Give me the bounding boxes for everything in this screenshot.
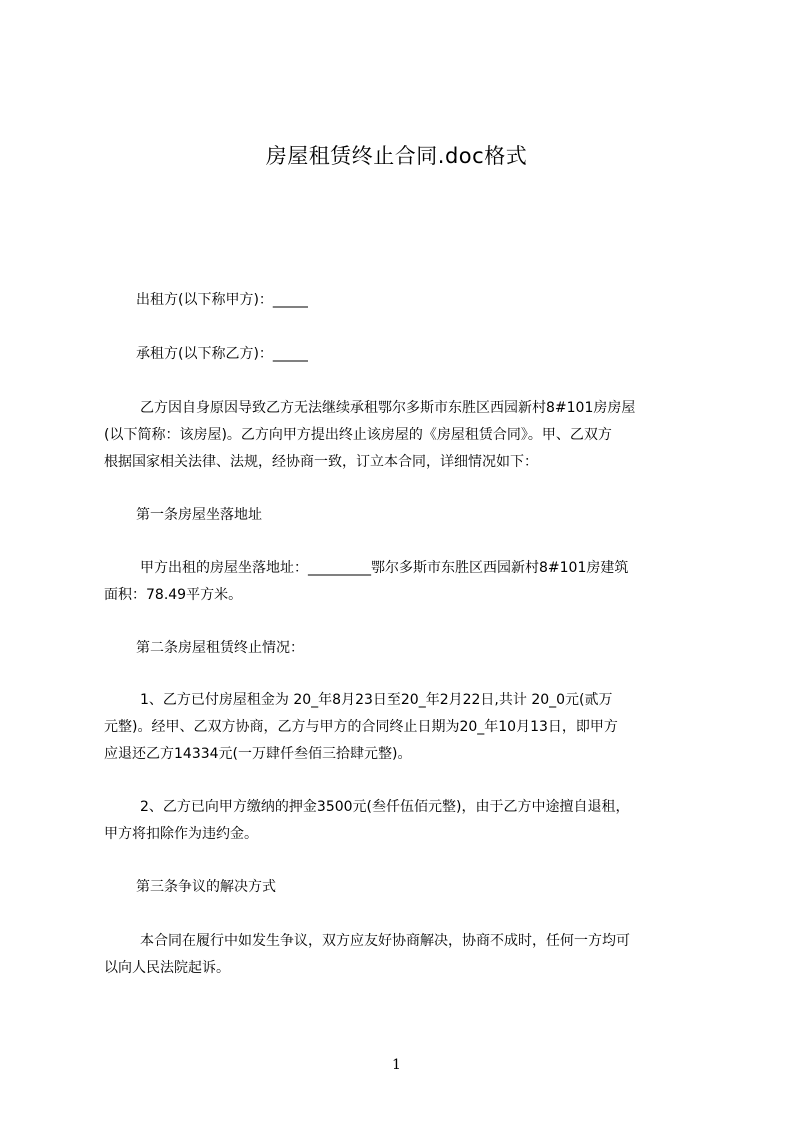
article3-line-2: 以向人民法院起诉。 [104, 960, 230, 976]
lessee-text: 承租方(以下称乙方)：_____ [136, 346, 308, 362]
intro-line-3: 根据国家相关法律、法规，经协商一致，订立本合同，详细情况如下： [104, 454, 538, 470]
article2-item2-line-2: 甲方将扣除作为违约金。 [104, 826, 258, 842]
article3-line-1: 本合同在履行中如发生争议，双方应友好协商解决，协商不成时，任何一方均可 [140, 933, 630, 949]
lessor-line [104, 287, 698, 314]
article1-heading-text: 第一条房屋坐落地址 [136, 507, 262, 523]
intro-line-1: 乙方因自身原因导致乙方无法继续承租鄂尔多斯市东胜区西园新村8#101房房屋 [140, 400, 636, 416]
article2-item2-line-1: 2、乙方已向甲方缴纳的押金3500元(叁仟伍佰元整)，由于乙方中途擅自退租， [140, 799, 630, 815]
lessee-line [104, 341, 698, 368]
article2-item1-line-1: 1、乙方已付房屋租金为 20_年8月23日至20_年2月22日,共计 20_0元(贰万 [140, 692, 613, 708]
article2-item1-line-3: 应退还乙方14334元(一万肆仟叁佰三拾肆元整)。 [104, 746, 412, 762]
article2-heading [104, 635, 698, 662]
article3-heading-text: 第三条争议的解决方式 [136, 879, 276, 895]
intro-line-2: (以下简称：该房屋)。乙方向甲方提出终止该房屋的《房屋租赁合同》。甲、乙双方 [104, 427, 612, 443]
article2-item2 [104, 794, 698, 848]
article2-item1 [104, 687, 698, 768]
page-number: 1 [392, 1057, 401, 1073]
article3-body [104, 928, 698, 982]
article1-line-2: 面积：78.49平方米。 [104, 587, 243, 603]
article2-heading-text: 第二条房屋租赁终止情况： [136, 640, 304, 656]
lessor-text: 出租方(以下称甲方)：_____ [136, 292, 308, 308]
article2-item1-line-2: 元整)。经甲、乙双方协商，乙方与甲方的合同终止日期为20_年10月13日，即甲方 [104, 719, 618, 735]
article1-heading [104, 502, 698, 529]
document-title: 房屋租赁终止合同.doc格式 [265, 144, 528, 168]
article1-line-1: 甲方出租的房屋坐落地址：_________鄂尔多斯市东胜区西园新村8#101房建筑 [140, 560, 629, 576]
article1-body [104, 555, 698, 609]
intro-paragraph [104, 395, 698, 476]
article3-heading [104, 874, 698, 901]
